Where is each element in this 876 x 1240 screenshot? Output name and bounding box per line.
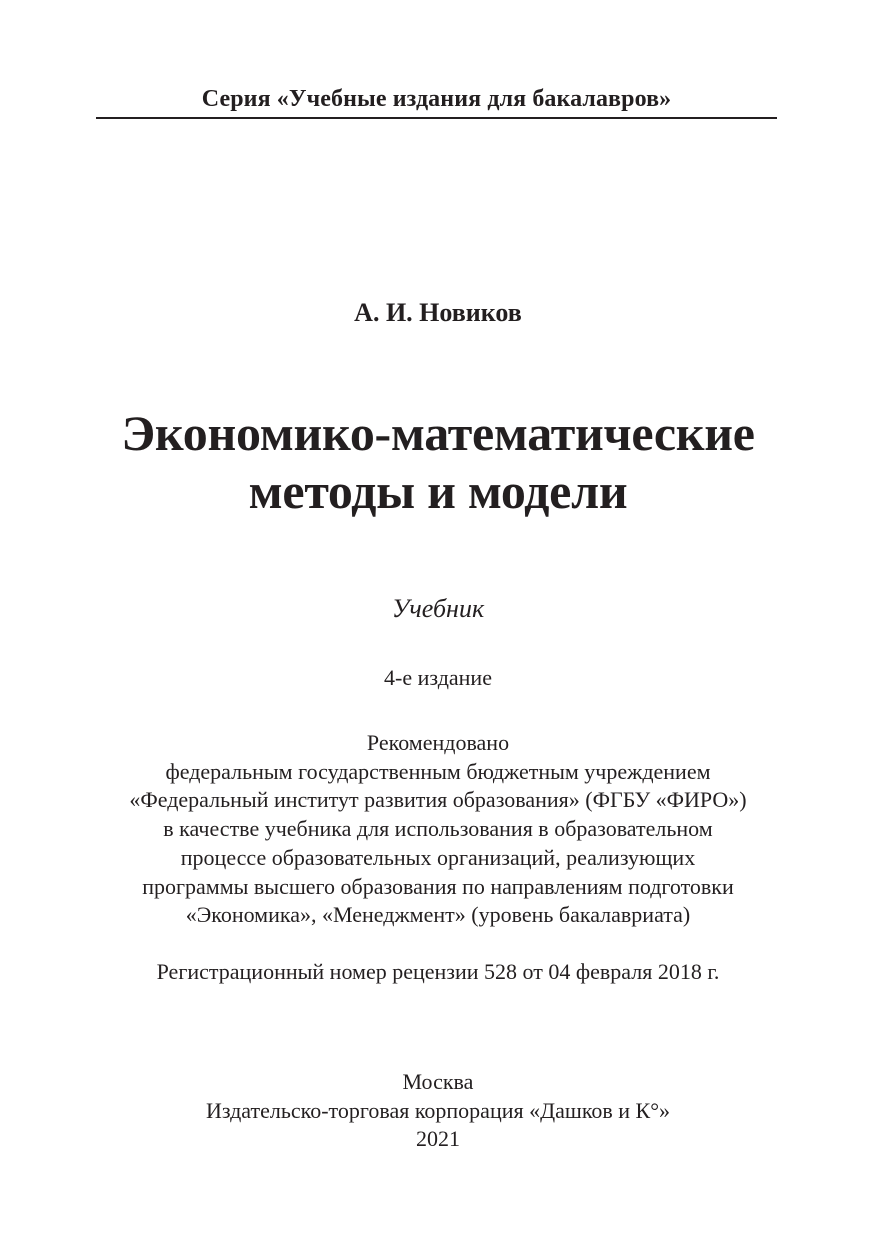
- recommendation-block: [40, 729, 836, 930]
- review-registration-number: Регистрационный номер рецензии 528 от 04 февраля 2018 г.: [156, 959, 720, 984]
- book-title-line-2: методы и модели: [248, 463, 628, 519]
- recommendation-line: «Экономика», «Менеджмент» (уровень бакалавриата): [185, 902, 691, 928]
- recommendation-line: программы высшего образования по направлениям подготовки: [142, 873, 734, 899]
- series-divider: [96, 117, 777, 119]
- imprint-year: 2021: [416, 1126, 460, 1152]
- recommendation-line: «Федеральный институт развития образования» (ФГБУ «ФИРО»): [129, 787, 747, 813]
- book-title: [40, 404, 836, 520]
- recommendation-line: процессе образовательных организаций, реализующих: [180, 844, 696, 870]
- series-heading: Серия «Учебные издания для бакалавров»: [201, 86, 672, 112]
- recommendation-line: в качестве учебника для использования в образовательном: [163, 816, 713, 842]
- edition-number: 4-е издание: [384, 665, 492, 690]
- author-name: А. И. Новиков: [354, 298, 522, 327]
- recommendation-line: Рекомендовано: [366, 730, 510, 755]
- imprint-city: Москва: [402, 1069, 474, 1094]
- recommendation-line: федеральным государственным бюджетным учреждением: [165, 758, 711, 784]
- book-title-line-1: Экономико-математические: [121, 405, 755, 461]
- imprint-publisher: Издательско-торговая корпорация «Дашков и К°»: [205, 1097, 671, 1123]
- imprint-block: [40, 1068, 836, 1154]
- publication-kind: Учебник: [391, 594, 485, 623]
